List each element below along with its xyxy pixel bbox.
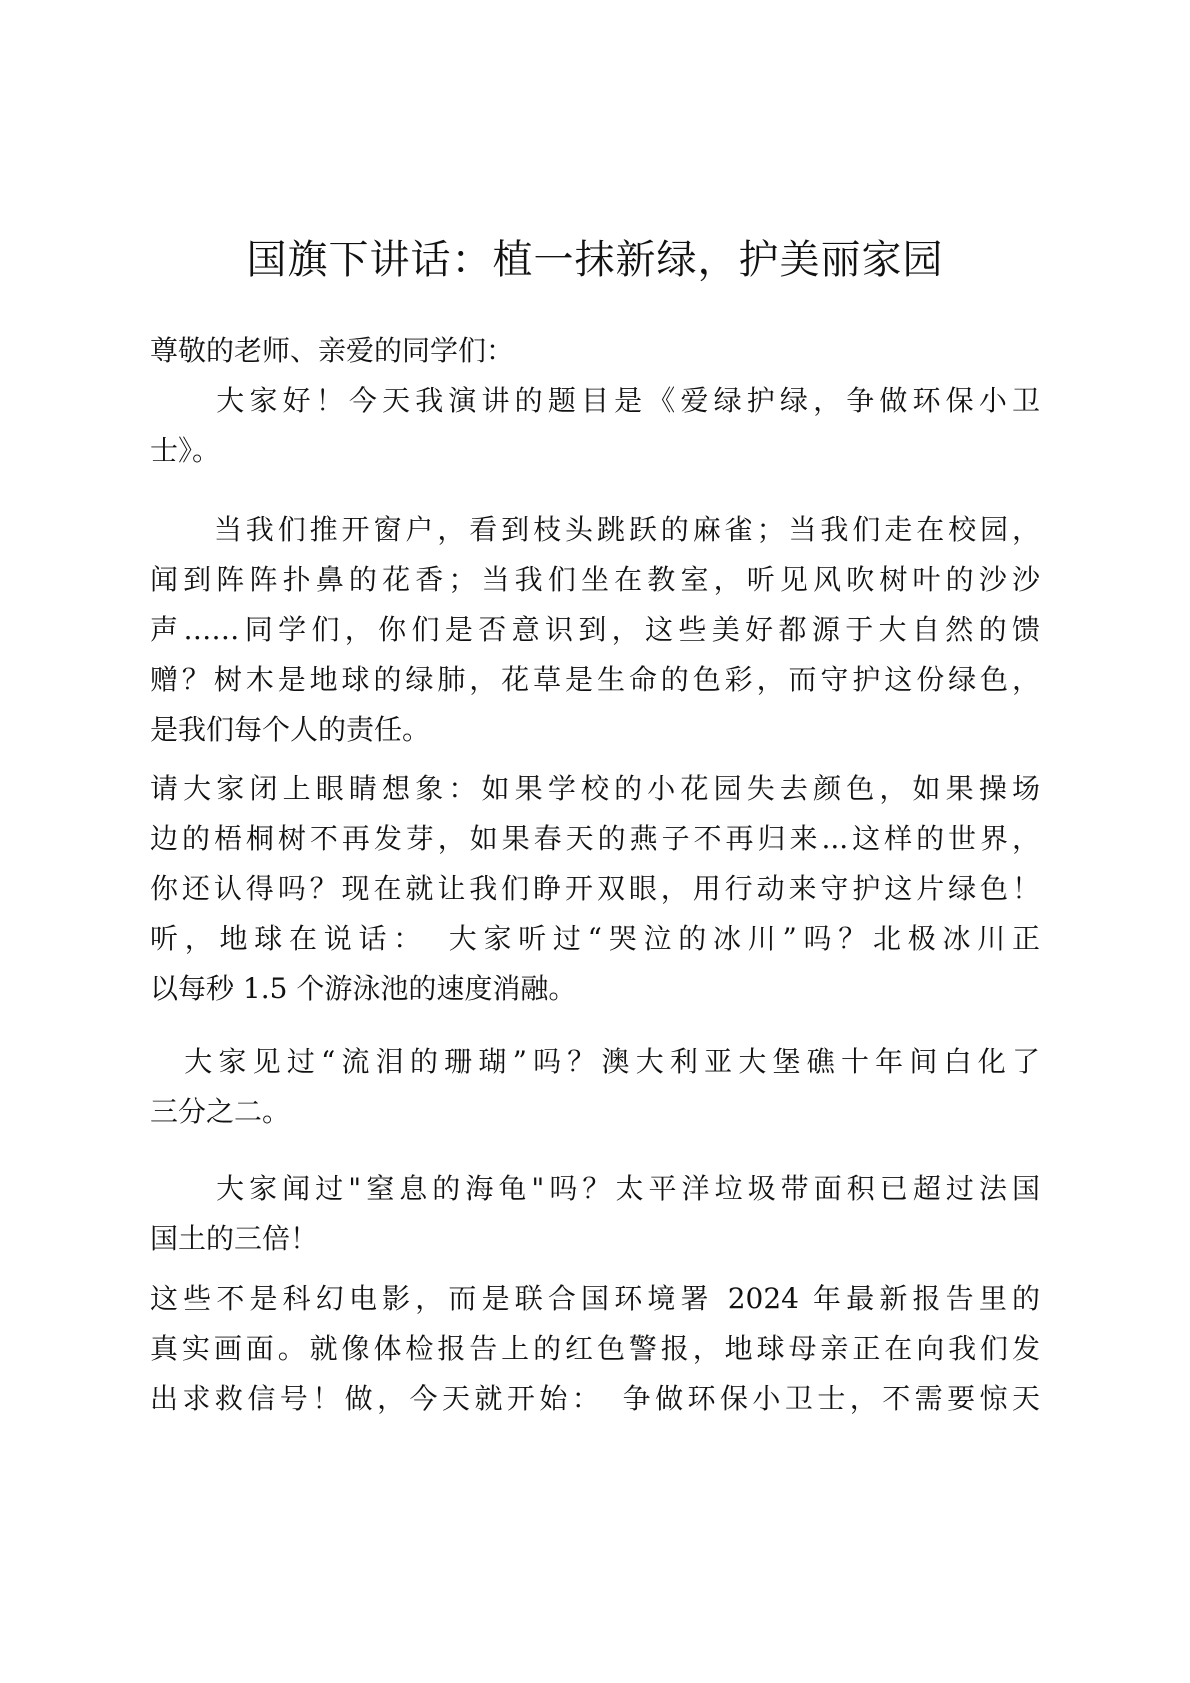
text-line: 出求救信号！做，今天就开始： 争做环保小卫士，不需要惊天 bbox=[150, 1382, 1040, 1415]
text-line: 听，地球在说话： 大家听过“哭泣的冰川”吗？北极冰川正 bbox=[150, 922, 1040, 955]
text-line: 请大家闭上眼睛想象：如果学校的小花园失去颜色，如果操场 bbox=[150, 772, 1040, 805]
text-line: 闻到阵阵扑鼻的花香；当我们坐在教室，听见风吹树叶的沙沙 bbox=[150, 563, 1040, 596]
text-line: 国土的三倍！ bbox=[150, 1222, 319, 1255]
text-line: 大家见过“流泪的珊瑚”吗？澳大利亚大堡礁十年间白化了 bbox=[150, 1045, 1040, 1078]
text-line: 你还认得吗？现在就让我们睁开双眼，用行动来守护这片绿色！ bbox=[150, 872, 1040, 905]
text-line: 大家闻过"窒息的海龟"吗？太平洋垃圾带面积已超过法国 bbox=[150, 1172, 1040, 1205]
text-line: 赠？树木是地球的绿肺，花草是生命的色彩，而守护这份绿色， bbox=[150, 663, 1040, 696]
text-line: 这些不是科幻电影，而是联合国环境署 2024 年最新报告里的 bbox=[150, 1282, 1040, 1315]
text-line: 真实画面。就像体检报告上的红色警报，地球母亲正在向我们发 bbox=[150, 1332, 1040, 1365]
text-line: 声……同学们，你们是否意识到，这些美好都源于大自然的馈 bbox=[150, 613, 1040, 646]
text-line: 边的梧桐树不再发芽，如果春天的燕子不再归来...这样的世界， bbox=[150, 822, 1040, 855]
text-line: 士》。 bbox=[150, 434, 221, 467]
text-line: 尊敬的老师、亲爱的同学们： bbox=[150, 334, 515, 367]
text-line: 大家好！今天我演讲的题目是《爱绿护绿，争做环保小卫 bbox=[150, 384, 1040, 417]
text-line: 当我们推开窗户，看到枝头跳跃的麻雀；当我们走在校园， bbox=[150, 513, 1040, 546]
text-line: 是我们每个人的责任。 bbox=[150, 713, 431, 746]
text-line: 以每秒 1.5 个游泳池的速度消融。 bbox=[150, 972, 577, 1005]
text-line: 三分之二。 bbox=[150, 1095, 291, 1128]
document-title: 国旗下讲话：植一抹新绿，护美丽家园 bbox=[246, 237, 944, 283]
